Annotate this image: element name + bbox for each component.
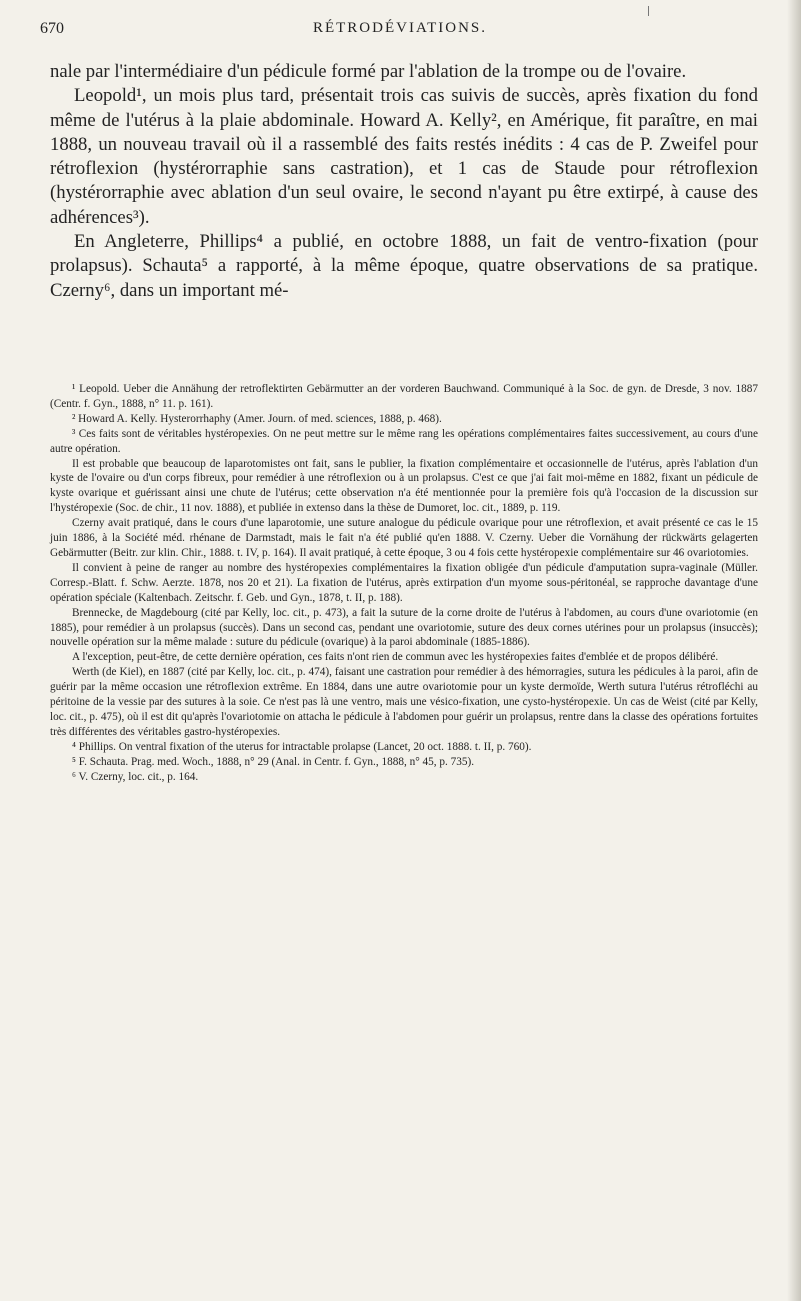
paragraph: Leopold¹, un mois plus tard, présentait trois cas suivis de succès, après fixation du fond même de l'utérus à la plaie abdominale. Howard A. Kelly², en Amérique, fit paraître, en mai 1888, un nouveau travail où il a rassemblé des faits restés inédits : 4 cas de P. Zweifel pour rétroflexion (hystérorraphie sans castration), et 1 cas de Staude pour rétroflexion (hystérorraphie avec ablation d'un seul ovaire, le second n'ayant pu être extirpé, à cause des adhérences³). (50, 85, 758, 228)
footnote: Brennecke, de Magdebourg (cité par Kelly, loc. cit., p. 473), a fait la suture de la corne droite de l'utérus à l'abdomen, au cours d'une ovariotomie (en 1885), pour remédier à un prolapsus (succès). Dans un second cas, pendant une ovariotomie, suture des deux cornes utérines pour un prolapsus (insuccès); nouvelle opération sur la même malade : suture du pédicule (ovarique) à la paroi abdominale (1885-1886). (50, 606, 758, 649)
paragraph: En Angleterre, Phillips⁴ a publié, en octobre 1888, un fait de ventro-fixation (pour prolapsus). Schauta⁵ a rapporté, à la même époque, quatre observations de sa pratique. Czerny⁶, dans un important mé- (50, 231, 758, 301)
running-title: RÉTRODÉVIATIONS. (312, 20, 488, 36)
footnote: Czerny avait pratiqué, dans le cours d'une laparotomie, une suture analogue du pédicule ovarique pour une rétroflexion, et avait présenté ce cas le 15 juin 1886, à la Société méd. rhénane de Darmstadt, mais le fait n'a été publié qu'en 1888. V. Czerny. Ueber die Vornähung der rückwärts gelagerten Gebärmutter (Beitr. zur klin. Chir., 1888. t. IV, p. 164). Il avait pratiqué, à cette époque, 3 ou 4 fois cette hystéropexie complémentaire sur 46 ovariotomies. (50, 517, 758, 559)
footnote: Il est probable que beaucoup de laparotomistes ont fait, sans le publier, la fixation complémentaire et occasionnelle de l'utérus, après l'ablation d'un kyste de l'ovaire ou d'un corps fibreux, pour remédier à une rétroflexion ou à un prolapsus. C'est ce que j'ai fait moi-même en 1882, fixant un pédicule de kyste ovarique et guérissant ainsi une chute de l'utérus; cette observation n'a été mentionnée pour la première fois qu'à l'occasion de la discussion sur l'hystéropexie (Soc. de chir., 11 nov. 1888), et publiée in extenso dans la thèse de Dumoret, loc. cit., 1889, p. 119. (50, 457, 758, 515)
footnote: ⁴ Phillips. On ventral fixation of the uterus for intractable prolapse (Lancet, 20 oct. 1888. t. II, p. 760). (72, 740, 532, 753)
footnote: ¹ Leopold. Ueber die Annähung der retroflektirten Gebärmutter an der vorderen Bauchwand. Communiqué à la Soc. de gyn. de Dresde, 3 nov. 1887 (Centr. f. Gyn., 1888, n° 11. p. 161). (50, 383, 758, 410)
scan-mark (648, 6, 653, 16)
page-header (40, 20, 760, 44)
page-edge-shadow (787, 0, 801, 1301)
footnote: A l'exception, peut-être, de cette dernière opération, ces faits n'ont rien de commun avec les hystéropexies faites d'emblée et de propos délibéré. (72, 651, 719, 664)
footnote: ⁵ F. Schauta. Prag. med. Woch., 1888, n° 29 (Anal. in Centr. f. Gyn., 1888, n° 45, p. 735). (72, 755, 475, 768)
footnote: Werth (de Kiel), en 1887 (cité par Kelly, loc. cit., p. 474), faisant une castration pour remédier à des hémorragies, sutura les pédicules à la paroi, afin de guérir par la même occasion une rétroflexion extrême. En 1884, dans une autre ovariotomie pour un kyste dermoïde, Werth sutura l'utérus rétrofléchi au péritoine de la vessie par des sutures à la soie. Ce n'est pas là une ventro, mais une vésico-fixation, une cysto-hystéropexie. Un cas de Weist (cité par Kelly, loc. cit., p. 475), où il est dit qu'après l'ovariotomie on attacha le pédicule à l'abdomen pour guérir un prolapsus, rentre dans la classe des opérations fortuites très différentes des véritables gastro-hystéropexies. (50, 666, 758, 738)
main-text (50, 60, 758, 303)
footnote: Il convient à peine de ranger au nombre des hystéropexies complémentaires la fixation obligée d'un pédicule d'amputation supra-vaginale (Müller. Corresp.-Blatt. f. Schw. Aerzte. 1878, nos 20 et 21). La fixation de l'utérus, après extirpation d'un myome sous-péritonéal, se rapproche davantage d'une opération spéciale (Kaltenbach. Zeitschr. f. Geb. und Gyn., 1878, t. II, p. 188). (50, 561, 758, 604)
footnote: ⁶ V. Czerny, loc. cit., p. 164. (72, 770, 199, 783)
footnote: ² Howard A. Kelly. Hysterorrhaphy (Amer. Journ. of med. sciences, 1888, p. 468). (72, 412, 442, 425)
paragraph: nale par l'intermédiaire d'un pédicule formé par l'ablation de la trompe ou de l'ovaire. (50, 61, 687, 82)
page-number: 670 (40, 20, 64, 37)
footnotes (50, 382, 758, 784)
footnote: ³ Ces faits sont de véritables hystéropexies. On ne peut mettre sur le même rang les opérations complémentaires faites successivement, au cours d'une autre opération. (50, 427, 758, 455)
